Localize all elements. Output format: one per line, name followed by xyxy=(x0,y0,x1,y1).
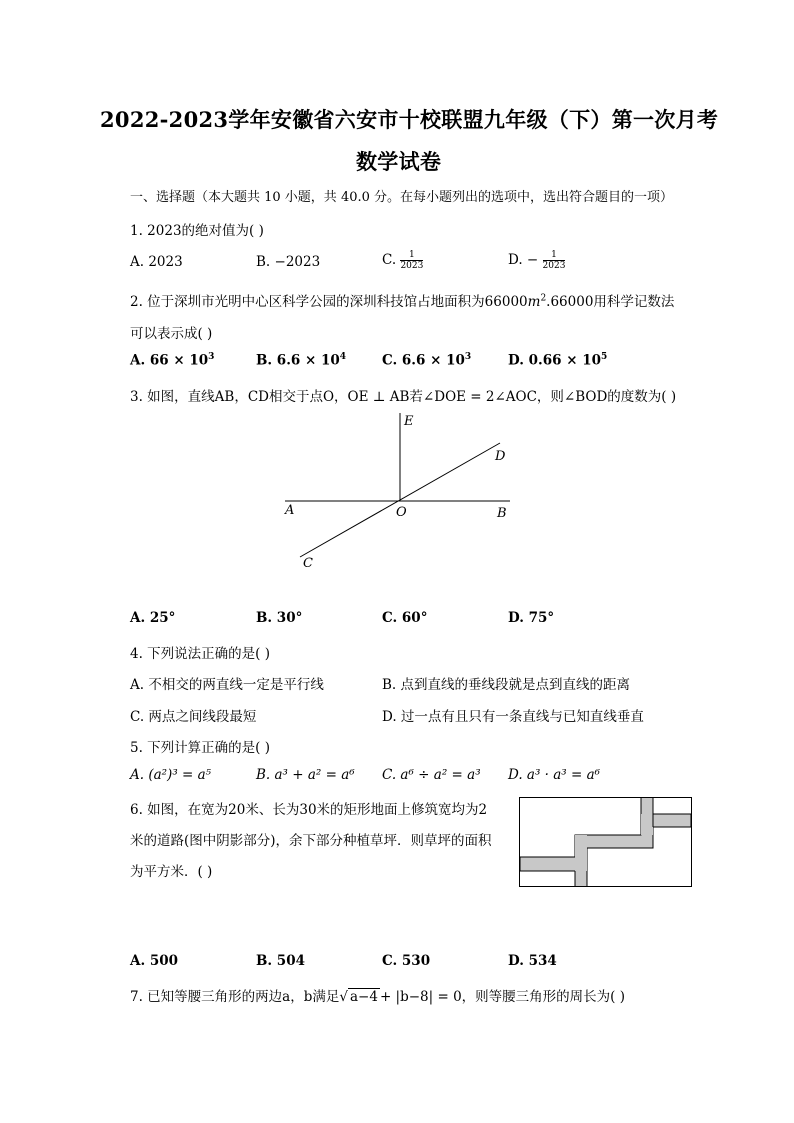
label-e: E xyxy=(404,414,414,429)
q5-option-b: B. a³ + a² = a⁶ xyxy=(256,767,355,783)
q6-option-d: D. 534 xyxy=(508,953,557,969)
q1-option-b: B. −2023 xyxy=(256,254,321,270)
page-subtitle: 数学试卷 xyxy=(356,149,442,174)
section-heading: 一、选择题（本大题共 10 小题，共 40.0 分。在每小题列出的选项中，选出符合题目的一项） xyxy=(130,190,674,205)
q1-option-a: A. 2023 xyxy=(130,254,183,270)
q1-option-c: C. $\frac{1}{2023}$ xyxy=(382,250,424,271)
q4-option-b: B. 点到直线的垂线段就是点到直线的距离 xyxy=(382,677,631,693)
question-6-line3: 为平方米．( ) xyxy=(130,864,213,880)
q2-option-c: C. $6.6 \times 10^3$ xyxy=(382,352,472,369)
question-5-stem: 5. 下列计算正确的是( ) xyxy=(130,740,270,756)
page-title: 2022-2023学年安徽省六安市十校联盟九年级（下）第一次月考 xyxy=(100,107,719,132)
q5-option-a: A. (a²)³ = a⁵ xyxy=(130,767,212,783)
question-2-stem-line2: 可以表示成( ) xyxy=(130,326,213,342)
q2-option-b: B. $6.6 \times 10^4$ xyxy=(256,352,347,369)
q6-option-a: A. 500 xyxy=(130,953,179,969)
q3-geometry-figure xyxy=(270,405,530,580)
q3-option-b: B. 30° xyxy=(256,610,303,626)
label-o: O xyxy=(396,505,407,520)
q6-option-b: B. 504 xyxy=(256,953,305,969)
label-b: B xyxy=(497,506,507,521)
question-4-stem: 4. 下列说法正确的是( ) xyxy=(130,646,270,662)
q3-option-a: A. 25° xyxy=(130,610,176,626)
q2-option-a: A. $66 \times 10^3$ xyxy=(130,352,215,369)
q5-option-c: C. a⁶ ÷ a² = a³ xyxy=(382,767,481,783)
question-2-stem: 2. 位于深圳市光明中心区科学公园的深圳科技馆占地面积为$66000m^2.66000$用科学记数法 xyxy=(130,293,675,310)
question-6-line2: 米的道路(图中阴影部分)，余下部分种植草坪．则草坪的面积 xyxy=(130,833,492,849)
q1-option-d: D. − $\frac{1}{2023}$ xyxy=(508,250,566,271)
q5-option-d: D. a³ · a³ = a⁶ xyxy=(508,767,601,783)
label-a: A xyxy=(285,503,295,518)
question-7-stem: 7. 已知等腰三角形的两边a，b满足√ a−4 + |b−8| = 0，则等腰三角形的周长为( ) xyxy=(130,989,625,1005)
label-d: D xyxy=(495,449,506,464)
question-1-stem: 1. 2023的绝对值为( ) xyxy=(130,223,264,239)
question-3-stem: 3. 如图，直线AB，CD相交于点O，OE ⊥ AB若∠DOE = 2∠AOC，则∠BOD的度数为( ) xyxy=(130,389,677,405)
q1-c-fraction: $\frac{1}{2023}$ xyxy=(400,250,424,271)
q2-option-d: D. $0.66 \times 10^5$ xyxy=(508,352,608,369)
q4-option-a: A. 不相交的两直线一定是平行线 xyxy=(130,677,324,693)
q6-road-figure xyxy=(519,797,693,888)
q3-option-d: D. 75° xyxy=(508,610,555,626)
q1-d-fraction: $\frac{1}{2023}$ xyxy=(542,250,566,271)
q4-option-d: D. 过一点有且只有一条直线与已知直线垂直 xyxy=(382,709,644,725)
q7-sqrt: a−4 xyxy=(349,989,378,1005)
q4-option-c: C. 两点之间线段最短 xyxy=(130,709,257,725)
q6-option-c: C. 530 xyxy=(382,953,431,969)
q3-option-c: C. 60° xyxy=(382,610,428,626)
label-c: C xyxy=(303,556,313,571)
question-6-line1: 6. 如图，在宽为20米、长为30米的矩形地面上修筑宽均为2 xyxy=(130,802,488,818)
vertical-road-upper xyxy=(641,798,653,835)
vertical-road-lower xyxy=(575,835,587,886)
